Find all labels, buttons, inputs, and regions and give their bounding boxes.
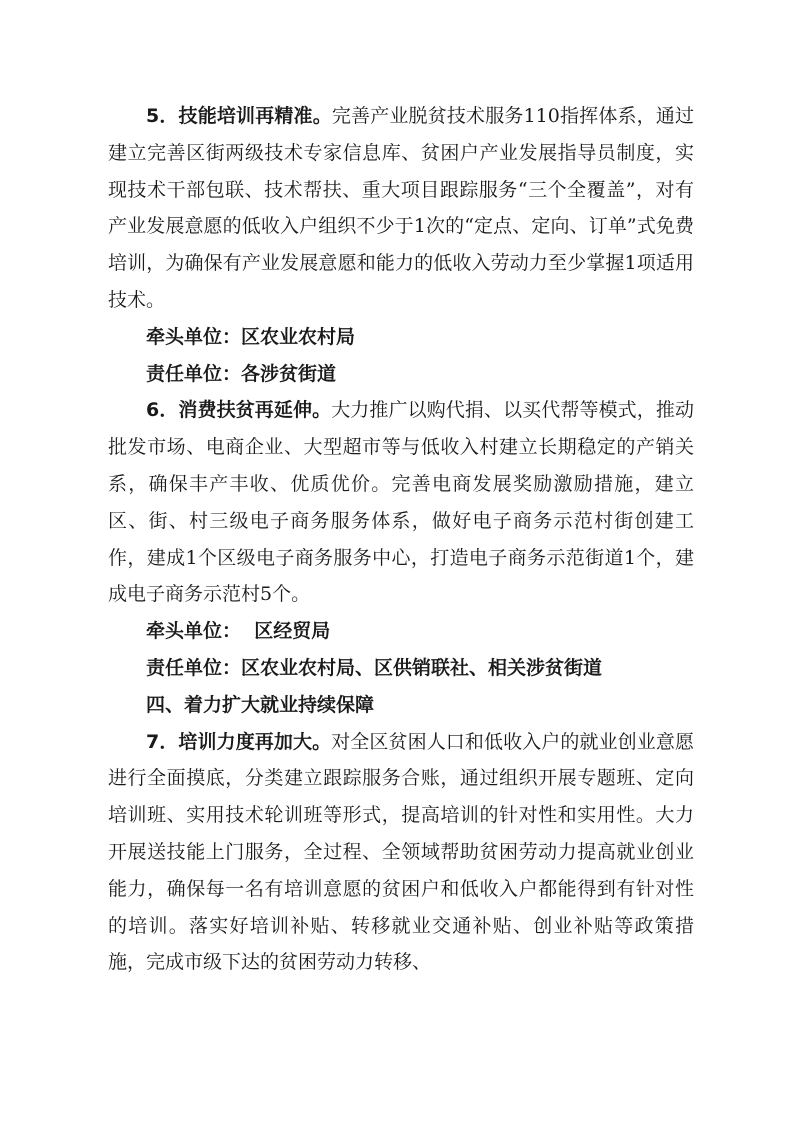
item-5-paragraph [108, 98, 694, 319]
item-7-body: 对全区贫困人口和低收入户的就业创业意愿进行全面摸底，分类建立跟踪服务合账，通过组织开展专题班、定向培训班、实用技术轮训班等形式，提高培训的针对性和实用性。大力开展送技能上门服务，全过程、全领域帮助贫困劳动力提高就业创业能力，确保每一名有培训意愿的贫困户和低收入户都能得到有针对性的培训。落实好培训补贴、转移就业交通补贴、创业补贴等政策措施，完成市级下达的贫困劳动力转移、 [108, 730, 694, 974]
item-7-heading: 7．培训力度再加大。 [146, 730, 332, 753]
section-title: 四、着力扩大就业持续保障 [146, 693, 375, 716]
document-page [108, 98, 694, 981]
item-6-responsible-unit: 责任单位：区农业农村局、区供销联社、相关涉贫街道 [146, 656, 603, 679]
item-6-lead-unit: 牵头单位： 区经贸局 [146, 620, 331, 643]
item-6-heading: 6．消费扶贫再延伸。 [146, 399, 332, 422]
item-6-body: 大力推广以购代捐、以买代帮等模式，推动批发市场、电商企业、大型超市等与低收入村建立长期稳定的产销关系，确保丰产丰收、优质优价。完善电商发展奖励激励措施，建立区、街、村三级电子商务服务体系，做好电子商务示范村街创建工作，建成1个区级电子商务服务中心，打造电子商务示范街道1个，建成电子商务示范村5个。 [108, 399, 694, 606]
item-5-heading: 5．技能培训再精准。 [146, 105, 332, 127]
item-5-lead-unit: 牵头单位：区农业农村局 [146, 325, 356, 348]
item-5-body: 完善产业脱贫技术服务110指挥体系，通过建立完善区街两级技术专家信息库、贫困户产业发展指导员制度，实现技术干部包联、技术帮扶、重大项目跟踪服务“三个全覆盖”，对有产业发展意愿的低收入户组织不少于1次的“定点、定向、订单”式免费培训，为确保有产业发展意愿和能力的低收入劳动力至少掌握1项适用技术。 [108, 105, 694, 311]
item-6-paragraph [108, 392, 694, 613]
item-5-responsible-unit: 责任单位：各涉贫街道 [146, 362, 337, 385]
item-7-paragraph [108, 724, 694, 982]
